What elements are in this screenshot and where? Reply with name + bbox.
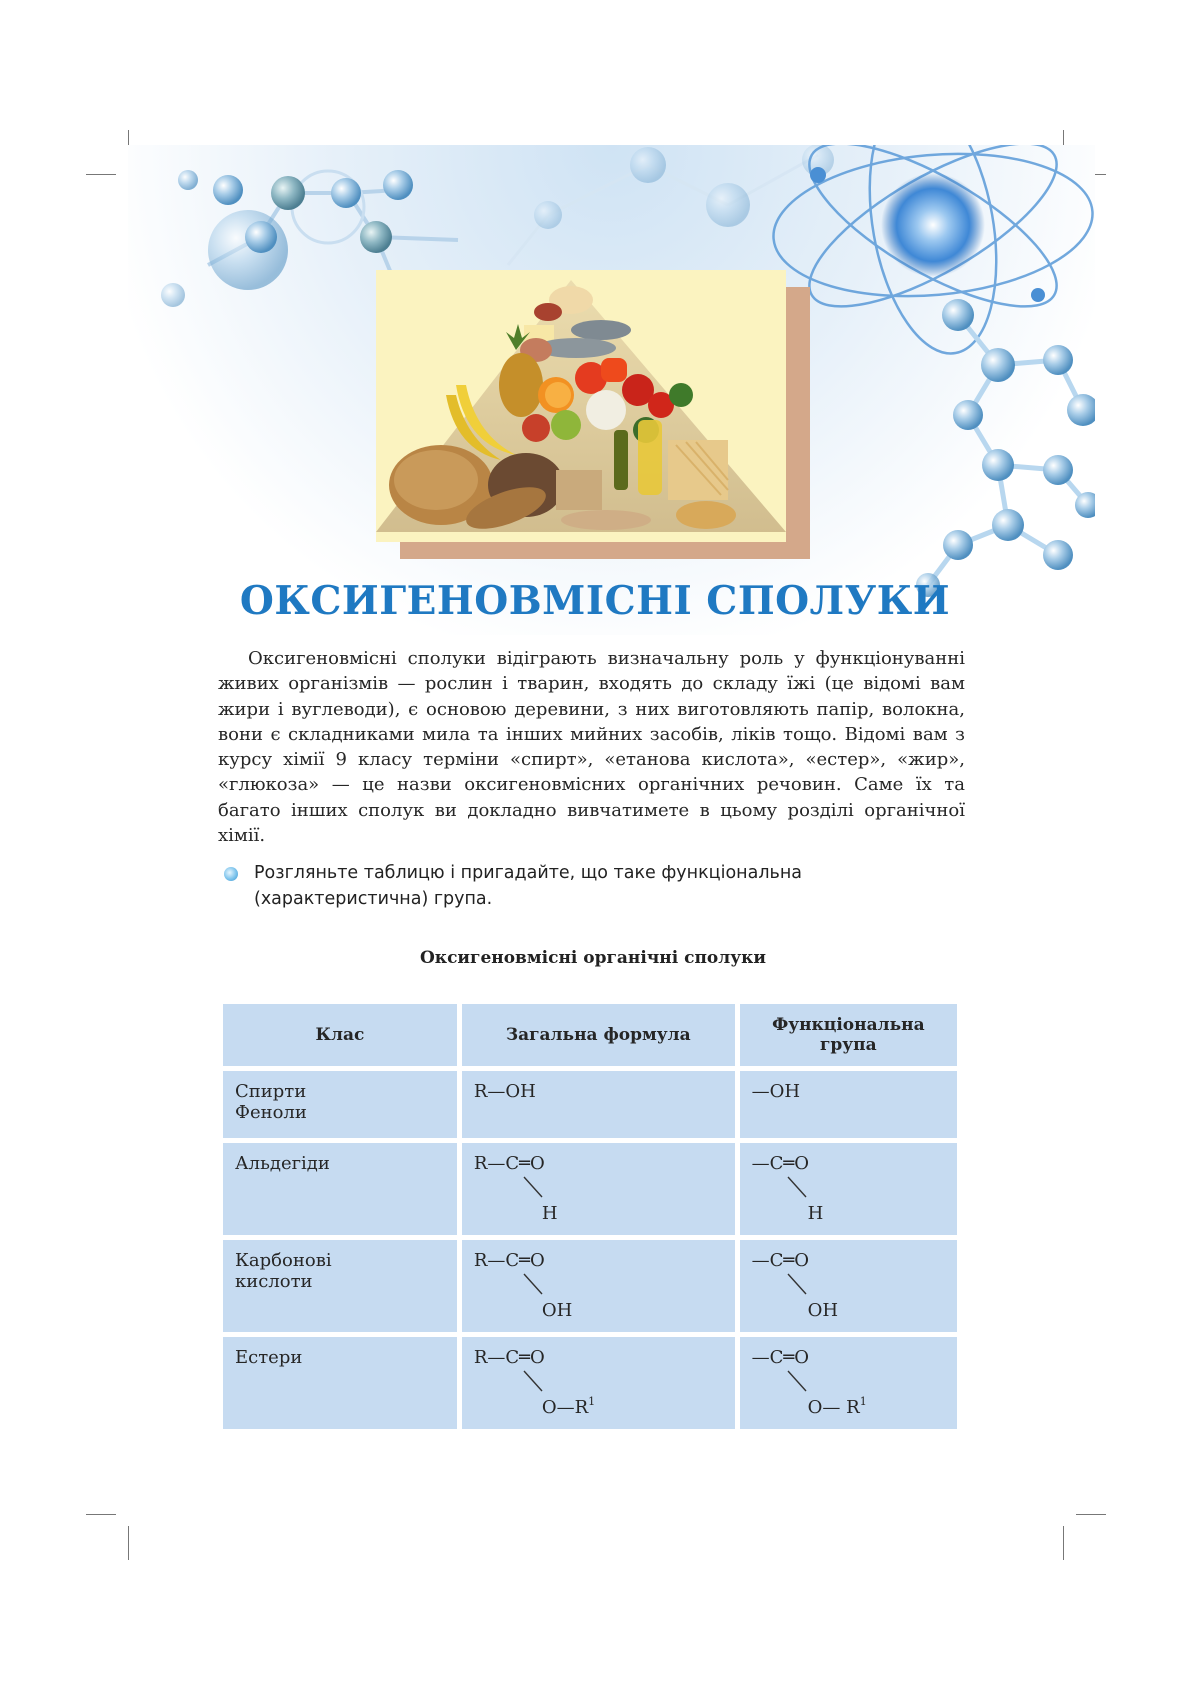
class-cell bbox=[223, 1143, 457, 1235]
group-main: —C═O bbox=[751, 1153, 810, 1174]
general-formula: R—OH bbox=[473, 1081, 536, 1102]
formula-substituent: O—R bbox=[541, 1397, 589, 1418]
class-name: Карбонові bbox=[235, 1250, 332, 1271]
class-name: Феноли bbox=[235, 1102, 307, 1123]
formula-substituent: OH bbox=[541, 1300, 573, 1321]
group-main: —C═O bbox=[751, 1250, 810, 1271]
header-group bbox=[740, 1004, 957, 1066]
crop-mark bbox=[128, 1526, 129, 1560]
bond-line bbox=[786, 1272, 810, 1298]
group-substituent: OH bbox=[807, 1300, 839, 1321]
group-cell bbox=[740, 1143, 957, 1235]
class-cell bbox=[223, 1071, 457, 1138]
class-cell bbox=[223, 1337, 457, 1429]
formula-substituent: H bbox=[541, 1203, 558, 1224]
bond-line bbox=[786, 1369, 810, 1395]
bond-line bbox=[786, 1175, 810, 1201]
group-substituent: H bbox=[807, 1203, 824, 1224]
bond-line bbox=[522, 1175, 546, 1201]
header-class: Клас bbox=[223, 1004, 457, 1066]
table-row bbox=[223, 1337, 957, 1429]
class-name: Альдегіди bbox=[235, 1153, 330, 1174]
class-name: Спирти bbox=[235, 1081, 307, 1102]
group-substituent: O— R bbox=[807, 1397, 860, 1418]
table-caption: Оксигеновмісні органічні сполуки bbox=[420, 948, 766, 968]
formula-main: R—C═O bbox=[473, 1347, 545, 1368]
group-main: —C═O bbox=[751, 1347, 810, 1368]
table-row bbox=[223, 1143, 957, 1235]
crop-mark bbox=[1076, 1514, 1106, 1515]
table-header-row bbox=[223, 1004, 957, 1066]
task-prompt bbox=[224, 860, 976, 912]
functional-group: —OH bbox=[751, 1081, 801, 1102]
class-name: Естери bbox=[235, 1347, 303, 1368]
intro-paragraph bbox=[218, 646, 965, 848]
general-formula bbox=[474, 1153, 723, 1225]
functional-group bbox=[752, 1153, 945, 1225]
formula-main: R—C═O bbox=[473, 1153, 545, 1174]
crop-mark bbox=[1063, 1526, 1064, 1560]
class-name: кислоти bbox=[235, 1271, 313, 1292]
superscript: 1 bbox=[859, 1395, 867, 1408]
superscript: 1 bbox=[588, 1395, 596, 1408]
bond-line bbox=[522, 1369, 546, 1395]
group-cell bbox=[740, 1337, 957, 1429]
crop-mark bbox=[86, 1514, 116, 1515]
bullet-icon bbox=[224, 867, 238, 881]
compounds-table bbox=[218, 999, 962, 1434]
formula-cell bbox=[462, 1071, 735, 1138]
intro-text: Оксигеновмісні сполуки відіграють визначальну роль у функціонуванні живих організмів — рослин і тварин, входять до складу їжі (це відомі вам жири і вуглеводи), є основою деревини, з них виготовляють папір, волокна, вони є складниками мила та інших мийних засобів, ліків тощо. Відомі вам з курсу хімії 9 класу терміни «спирт», «етанова кислота», «естер», «жир», «глюкоза» — це назви оксигеновмісних органічних речовин. Саме їх та багато інших сполук ви докладно вивчатимете в цьому розділі органічної хімії. bbox=[218, 648, 965, 847]
header-group-text: Функціональна група bbox=[772, 1015, 925, 1055]
table-row bbox=[223, 1240, 957, 1332]
general-formula bbox=[474, 1250, 723, 1322]
food-pyramid-image bbox=[376, 270, 786, 542]
class-cell bbox=[223, 1240, 457, 1332]
general-formula bbox=[474, 1347, 723, 1419]
bond-line bbox=[522, 1272, 546, 1298]
formula-cell bbox=[462, 1143, 735, 1235]
functional-group bbox=[752, 1347, 945, 1419]
formula-cell bbox=[462, 1337, 735, 1429]
task-text: Розгляньте таблицю і пригадайте, що таке функціональна (характеристична) група. bbox=[254, 863, 802, 909]
crop-mark bbox=[86, 174, 116, 175]
page-title: ОКСИГЕНОВМІСНІ СПОЛУКИ bbox=[239, 578, 951, 624]
group-cell bbox=[740, 1240, 957, 1332]
table-row bbox=[223, 1071, 957, 1138]
functional-group bbox=[752, 1250, 945, 1322]
header-formula: Загальна формула bbox=[462, 1004, 735, 1066]
formula-cell bbox=[462, 1240, 735, 1332]
formula-main: R—C═O bbox=[473, 1250, 545, 1271]
group-cell bbox=[740, 1071, 957, 1138]
